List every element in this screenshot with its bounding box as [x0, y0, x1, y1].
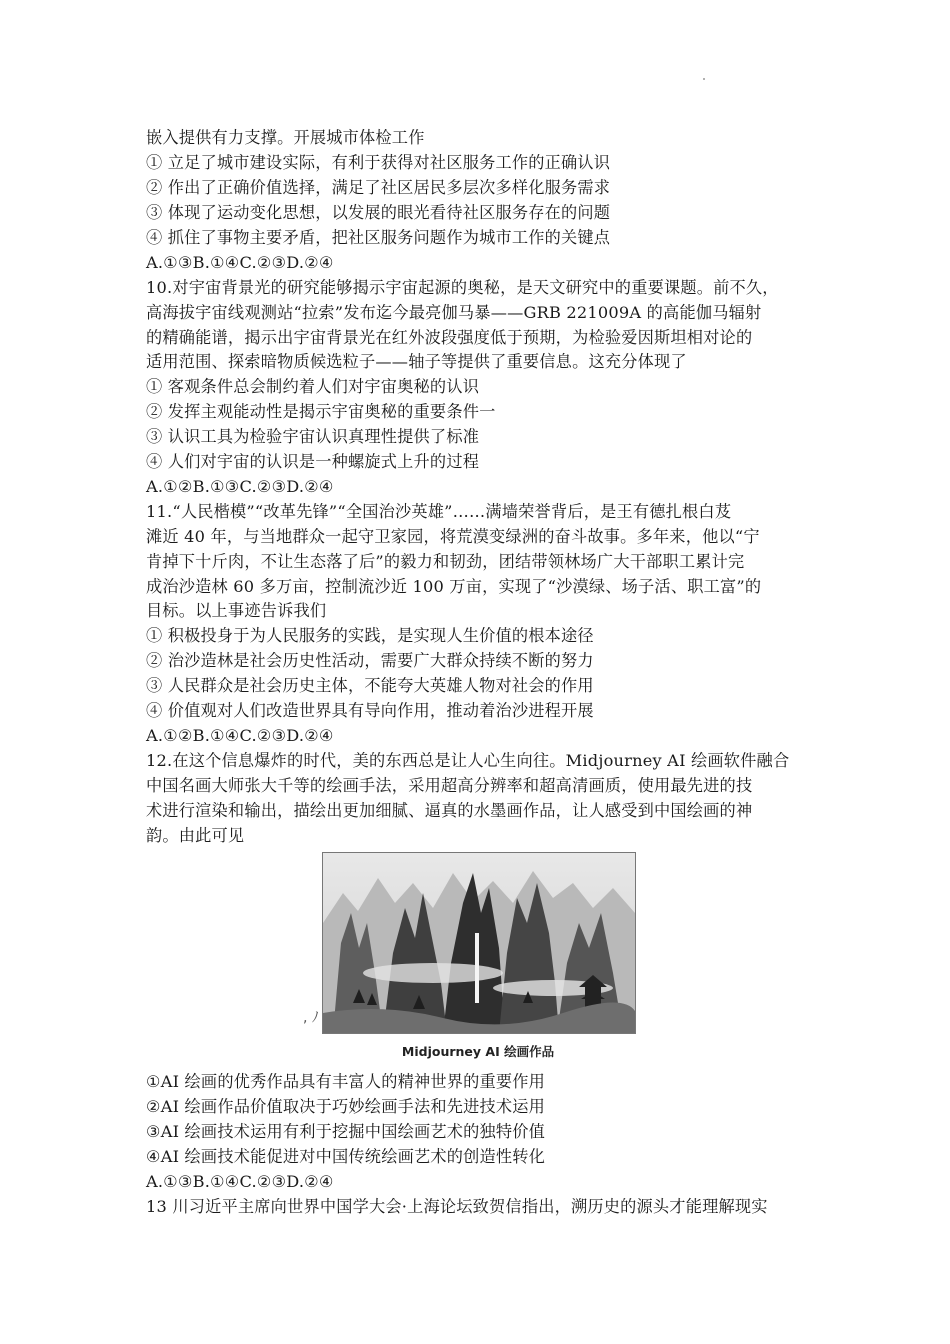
option-line: ④ 人们对宇宙的认识是一种螺旋式上升的过程 [146, 452, 480, 471]
question-11-text: 成治沙造林 60 多万亩，控制流沙近 100 万亩，实现了“沙漠绿、场子活、职工富”的 [146, 577, 762, 596]
option-line: ③ 体现了运动变化思想，以发展的眼光看待社区服务存在的问题 [146, 203, 611, 222]
answer-choices: A.①②B.①③C.②③D.②④ [146, 477, 334, 496]
question-12-text: 术进行渲染和输出，描绘出更加细腻、逼真的水墨画作品，让人感受到中国绘画的神 [146, 801, 753, 820]
option-line: ③ 认识工具为检验宇宙认识真理性提供了标准 [146, 427, 480, 446]
answer-choices: A.①②B.①④C.②③D.②④ [146, 726, 334, 745]
question-10-text: 10.对宇宙背景光的研究能够揭示宇宙起源的奥秘，是天文研究中的重要课题。前不久， [146, 278, 779, 297]
question-12-text: 12.在这个信息爆炸的时代，美的东西总是让人心生向往。Midjourney AI 绘画软件融合 [146, 751, 790, 770]
question-12-text: 韵。由此可见 [146, 826, 245, 845]
figure-caption: Midjourney AI 绘画作品 [401, 1044, 555, 1059]
landscape-painting [323, 853, 635, 1033]
question-11-text: 目标。以上事迹告诉我们 [146, 601, 327, 620]
ink-painting-image [322, 852, 636, 1034]
option-line: ②AI 绘画作品价值取决于巧妙绘画手法和先进技术运用 [146, 1097, 546, 1116]
question-10-text: 的精确能谱，揭示出宇宙背景光在红外波段强度低于预期，为检验爱因斯坦相对论的 [146, 328, 753, 347]
option-line: ① 积极投身于为人民服务的实践，是实现人生价值的根本途径 [146, 626, 594, 645]
option-line: ①AI 绘画的优秀作品具有丰富人的精神世界的重要作用 [146, 1072, 546, 1091]
question-13-text: 13 川习近平主席向世界中国学大会·上海论坛致贺信指出，溯历史的源头才能理解现实 [146, 1197, 768, 1216]
option-line: ② 治沙造林是社会历史性活动，需要广大群众持续不断的努力 [146, 651, 594, 670]
text-line: 嵌入提供有力支撑。开展城市体检工作 [146, 128, 425, 147]
scan-speck [703, 78, 705, 80]
question-12-text: 中国名画大师张大千等的绘画手法，采用超高分辨率和超高清画质，使用最先进的技 [146, 776, 753, 795]
option-line: ③ 人民群众是社会历史主体，不能夸大英雄人物对社会的作用 [146, 676, 594, 695]
question-11-text: 肯掉下十斤肉，不让生态落了后”的毅力和韧劲，团结带领林场广大干部职工累计完 [146, 552, 745, 571]
option-line: ③AI 绘画技术运用有利于挖掘中国绘画艺术的独特价值 [146, 1122, 546, 1141]
question-10-text: 高海拔宇宙线观测站“拉索”发布迄今最亮伽马暴——GRB 221009A 的高能伽马辐射 [146, 303, 762, 322]
answer-choices: A.①③B.①④C.②③D.②④ [146, 253, 334, 272]
option-line: ④ 价值观对人们改造世界具有导向作用，推动着治沙进程开展 [146, 701, 594, 720]
option-line: ④ 抓住了事物主要矛盾，把社区服务问题作为城市工作的关键点 [146, 228, 611, 247]
option-line: ② 发挥主观能动性是揭示宇宙奥秘的重要条件一 [146, 402, 496, 421]
question-11-text: 11.“人民楷模”“改革先锋”“全国治沙英雄”……满墙荣誉背后，是王有德扎根白芨 [146, 502, 732, 521]
option-line: ① 客观条件总会制约着人们对宇宙奥秘的认识 [146, 377, 480, 396]
scan-mark: , ﾉ [303, 1010, 319, 1026]
option-line: ② 作出了正确价值选择，满足了社区居民多层次多样化服务需求 [146, 178, 611, 197]
option-line: ④AI 绘画技术能促进对中国传统绘画艺术的创造性转化 [146, 1147, 546, 1166]
option-line: ① 立足了城市建设实际，有利于获得对社区服务工作的正确认识 [146, 153, 611, 172]
answer-choices: A.①③B.①④C.②③D.②④ [146, 1172, 334, 1191]
question-11-text: 滩近 40 年，与当地群众一起守卫家园，将荒漠变绿洲的奋斗故事。多年来，他以“宁 [146, 527, 760, 546]
question-10-text: 适用范围、探索暗物质候选粒子——轴子等提供了重要信息。这充分体现了 [146, 352, 687, 371]
